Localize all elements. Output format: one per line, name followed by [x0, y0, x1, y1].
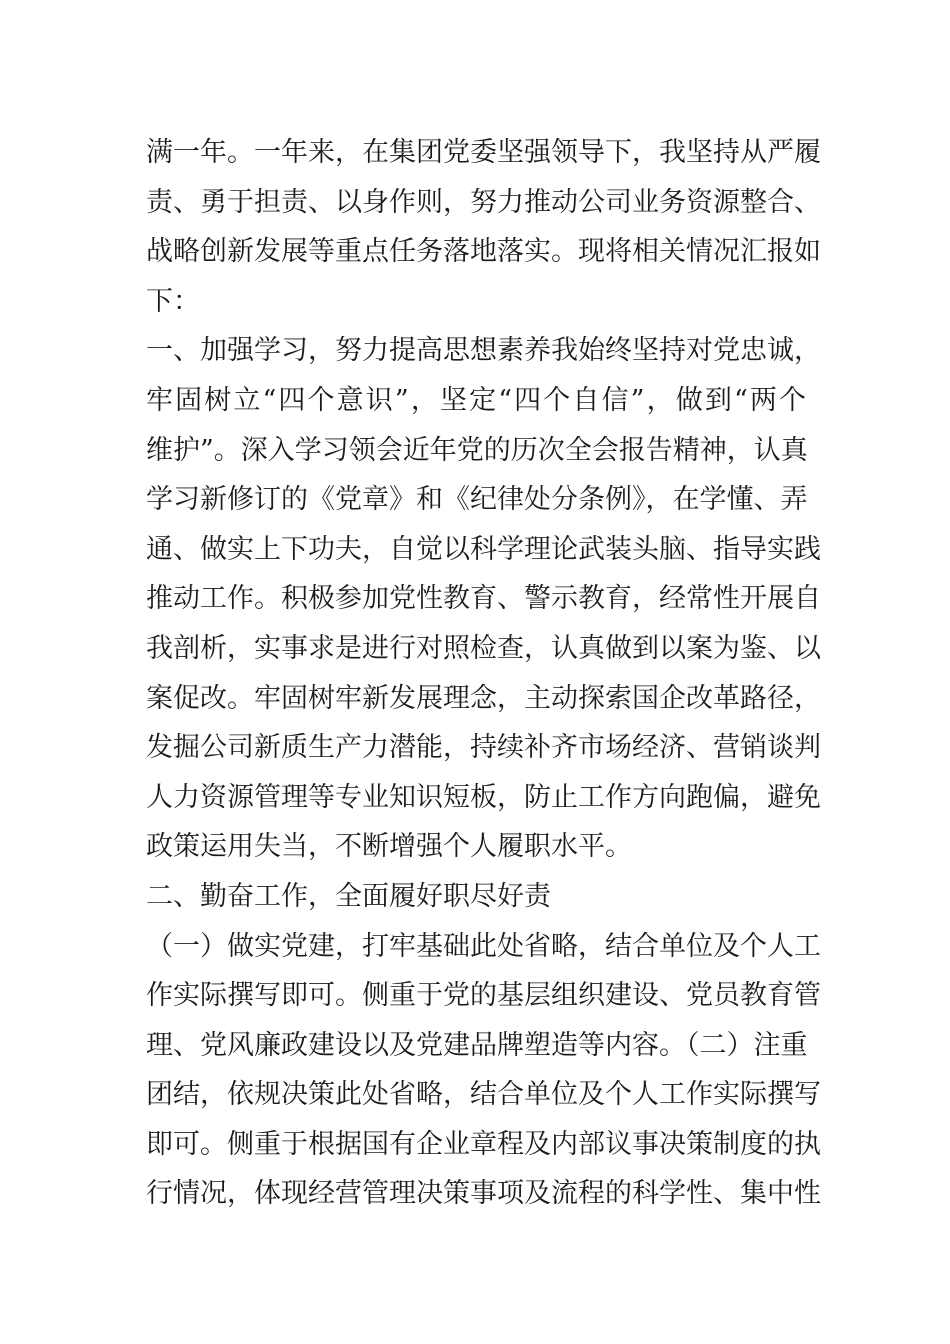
text-line: 案促改。牢固树牢新发展理念，主动探索国企改革路径，	[146, 682, 821, 714]
text-line: 即可。侧重于根据国有企业章程及内部议事决策制度的执	[146, 1128, 821, 1160]
body-text	[146, 128, 821, 1219]
subsection-line: （一）做实党建，打牢基础此处省略，结合单位及个人工	[146, 930, 821, 962]
section-heading-1: 一、加强学习，努力提高思想素养我始终坚持对党忠诚，	[146, 335, 821, 367]
text-line: 行情况，体现经营管理决策事项及流程的科学性、集中性	[146, 1178, 821, 1210]
text-line: 通、做实上下功夫，自觉以科学理论武装头脑、指导实践	[146, 533, 821, 565]
text-line: 团结，依规决策此处省略，结合单位及个人工作实际撰写	[146, 1079, 821, 1111]
text-line: 牢固树立“四个意识”，坚定“四个自信”，做到“两个	[146, 384, 806, 416]
text-line: 战略创新发展等重点任务落地落实。现将相关情况汇报如	[146, 236, 821, 268]
text-line: 作实际撰写即可。侧重于党的基层组织建设、党员教育管	[146, 980, 821, 1012]
section-heading-2: 二、勤奋工作，全面履好职尽好责	[146, 880, 551, 912]
text-line: 我剖析，实事求是进行对照检查，认真做到以案为鉴、以	[146, 632, 821, 664]
text-line: 满一年。一年来，在集团党委坚强领导下，我坚持从严履	[146, 137, 821, 168]
text-line: 维护”。深入学习领会近年党的历次全会报告精神，认真	[146, 434, 808, 466]
text-line: 理、党风廉政建设以及党建品牌塑造等内容。（二）注重	[146, 1029, 808, 1061]
text-line: 学习新修订的《党章》和《纪律处分条例》，在学懂、弄	[146, 484, 808, 516]
text-line: 发掘公司新质生产力潜能，持续补齐市场经济、营销谈判	[146, 732, 821, 764]
text-line: 政策运用失当，不断增强个人履职水平。	[146, 831, 632, 863]
text-line: 推动工作。积极参加党性教育、警示教育，经常性开展自	[146, 583, 821, 615]
text-line: 下：	[146, 285, 200, 317]
text-line: 责、勇于担责、以身作则，努力推动公司业务资源整合、	[146, 186, 821, 218]
text-line: 人力资源管理等专业知识短板，防止工作方向跑偏，避免	[146, 781, 821, 813]
